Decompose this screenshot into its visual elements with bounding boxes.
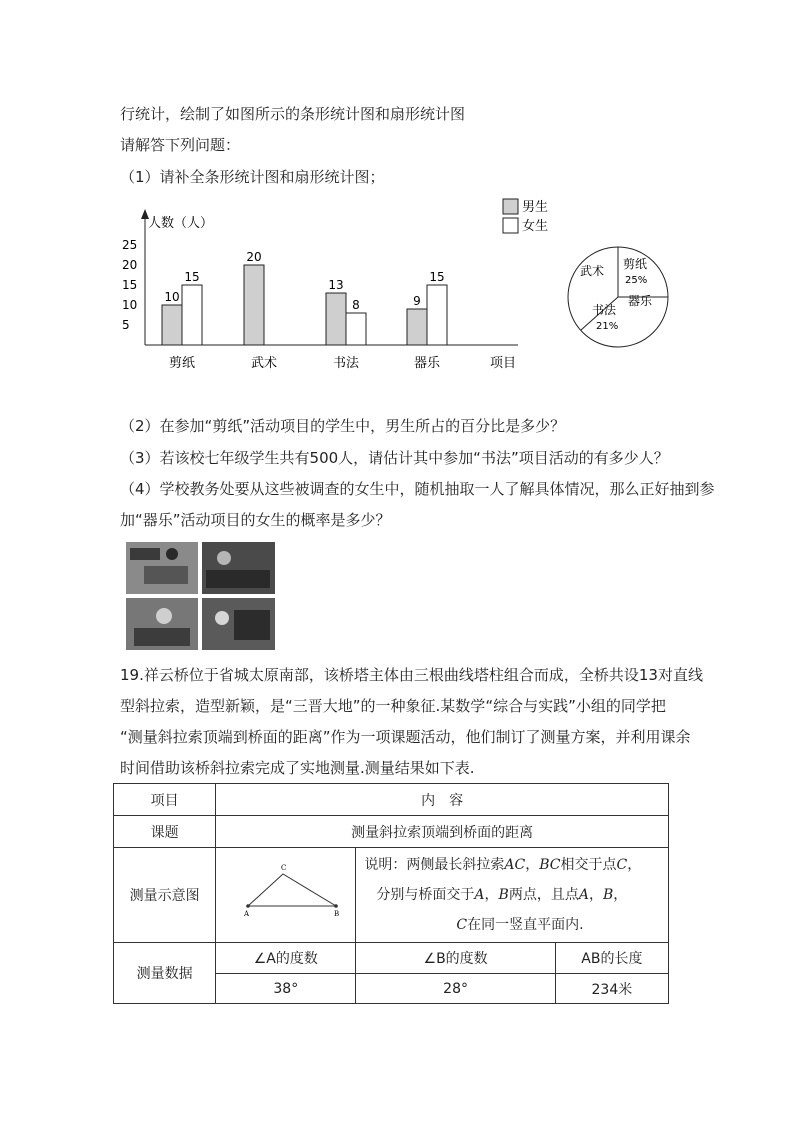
bar-boys [326, 293, 346, 345]
desc-text: ， [627, 857, 642, 873]
problem-19-line3: “测量斜拉索顶端到桥面的距离”作为一项课题活动，他们制订了测量方案，并利用课余 [120, 728, 691, 746]
legend-swatch-girls [503, 218, 518, 233]
table-row [114, 848, 669, 943]
desc-symbol: AC [504, 857, 526, 873]
x-category-label: 书法 [332, 356, 360, 371]
activity-photo-collage [124, 540, 277, 652]
desc-symbol: C [456, 917, 468, 933]
table-row [114, 784, 669, 816]
y-axis-label: 人数（人） [148, 216, 214, 231]
col-length-ab: AB的长度 [555, 943, 668, 974]
bar-boys [244, 265, 264, 345]
intro-line: 行统计，绘制了如图所示的条形统计图和扇形统计图 [120, 105, 466, 123]
measurement-table [113, 783, 669, 1004]
desc-text: 相交于点 [560, 857, 617, 873]
topic-value: 测量斜拉索顶端到桥面的距离 [216, 816, 669, 848]
x-axis-label: 项目 [490, 356, 517, 371]
bar-boys [162, 305, 182, 345]
table-row [114, 943, 669, 974]
bar-value-label: 8 [352, 298, 360, 312]
pie-chart [566, 245, 670, 349]
bar-girls [346, 313, 366, 345]
triangle-diagram [226, 858, 346, 928]
header-content: 内 容 [216, 784, 669, 816]
diagram-cell [216, 848, 356, 943]
y-tick-label: 25 [122, 238, 138, 252]
desc-text: 两点，且点 [508, 887, 579, 903]
legend-label-girls: 女生 [522, 219, 549, 234]
col-angle-b: ∠B的度数 [356, 943, 555, 974]
bar-girls [182, 285, 202, 345]
point-b [334, 904, 338, 908]
bar-chart [118, 195, 558, 375]
col-angle-a: ∠A的度数 [216, 943, 356, 974]
problem-19-line1: 19.祥云桥位于省城太原南部，该桥塔主体由三根曲线塔柱组合而成，全桥共设13对直线 [120, 666, 703, 684]
desc-text: ， [525, 857, 540, 873]
problem-19-line4: 时间借助该桥斜拉索完成了实地测量.测量结果如下表. [120, 759, 475, 777]
pie-label-jianzhi: 剪纸 [623, 257, 648, 271]
y-tick-label: 10 [122, 298, 138, 312]
desc-text: 在同一竖直平面内. [467, 917, 584, 933]
desc-symbol: A [578, 887, 589, 903]
label-b: B [333, 910, 339, 918]
bar-value-label: 13 [328, 278, 344, 292]
header-item: 项目 [114, 784, 216, 816]
legend-label-boys: 男生 [522, 200, 549, 215]
diagram-description [356, 848, 669, 943]
x-category-label: 器乐 [413, 356, 441, 371]
question-4-line2: 加“器乐”活动项目的女生的概率是多少？ [120, 511, 391, 529]
desc-symbol: C [616, 857, 628, 873]
bar-value-label: 9 [413, 294, 421, 308]
bar-value-label: 15 [184, 270, 200, 284]
bar-boys [407, 309, 427, 345]
desc-text: ， [484, 887, 499, 903]
value-angle-b: 28° [356, 974, 555, 1004]
instruction-line: 请解答下列问题： [120, 136, 241, 154]
legend-swatch-boys [503, 199, 518, 214]
pie-label-shufa: 书法 [592, 303, 617, 317]
bar-value-label: 15 [429, 270, 445, 284]
value-length-ab: 234米 [555, 974, 668, 1004]
y-tick-label: 5 [122, 318, 130, 332]
question-2: （2）在参加“剪纸”活动项目的学生中，男生所占的百分比是多少？ [120, 417, 566, 435]
pie-percent-jianzhi: 25% [625, 275, 648, 286]
desc-text: ， [613, 887, 628, 903]
pie-label-qiyue: 器乐 [628, 294, 653, 308]
desc-symbol: B [498, 887, 509, 903]
desc-symbol: BC [539, 857, 561, 873]
diagram-label: 测量示意图 [114, 848, 216, 943]
topic-label: 课题 [114, 816, 216, 848]
value-angle-a: 38° [216, 974, 356, 1004]
bar-value-label: 10 [164, 290, 180, 304]
question-4-line1: （4）学校教务处要从这些被调查的女生中，随机抽取一人了解具体情况，那么正好抽到参 [120, 480, 715, 498]
pie-percent-shufa: 21% [596, 321, 619, 332]
desc-symbol: A [474, 887, 485, 903]
desc-text: ， [588, 887, 603, 903]
desc-symbol: B [602, 887, 614, 903]
y-tick-label: 20 [122, 258, 138, 272]
label-c: C [280, 864, 287, 872]
question-3: （3）若该校七年级学生共有500人，请估计其中参加“书法”项目活动的有多少人？ [120, 449, 669, 467]
question-1: （1）请补全条形统计图和扇形统计图； [120, 168, 385, 186]
table-row [114, 816, 669, 848]
desc-text: 说明：两侧最长斜拉索 [364, 857, 505, 873]
problem-19-line2: 型斜拉索，造型新颖，是“三晋大地”的一种象征.某数学“综合与实践”小组的同学把 [120, 697, 666, 715]
bar-girls [427, 285, 447, 345]
bar-value-label: 20 [246, 250, 262, 264]
label-a: A [243, 910, 249, 918]
pie-label-wushu: 武术 [580, 264, 605, 278]
y-tick-label: 15 [122, 278, 138, 292]
x-category-label: 剪纸 [168, 356, 196, 371]
point-a [246, 904, 250, 908]
x-category-label: 武术 [250, 356, 278, 371]
data-label: 测量数据 [114, 943, 216, 1004]
desc-text: 分别与桥面交于 [376, 887, 475, 903]
